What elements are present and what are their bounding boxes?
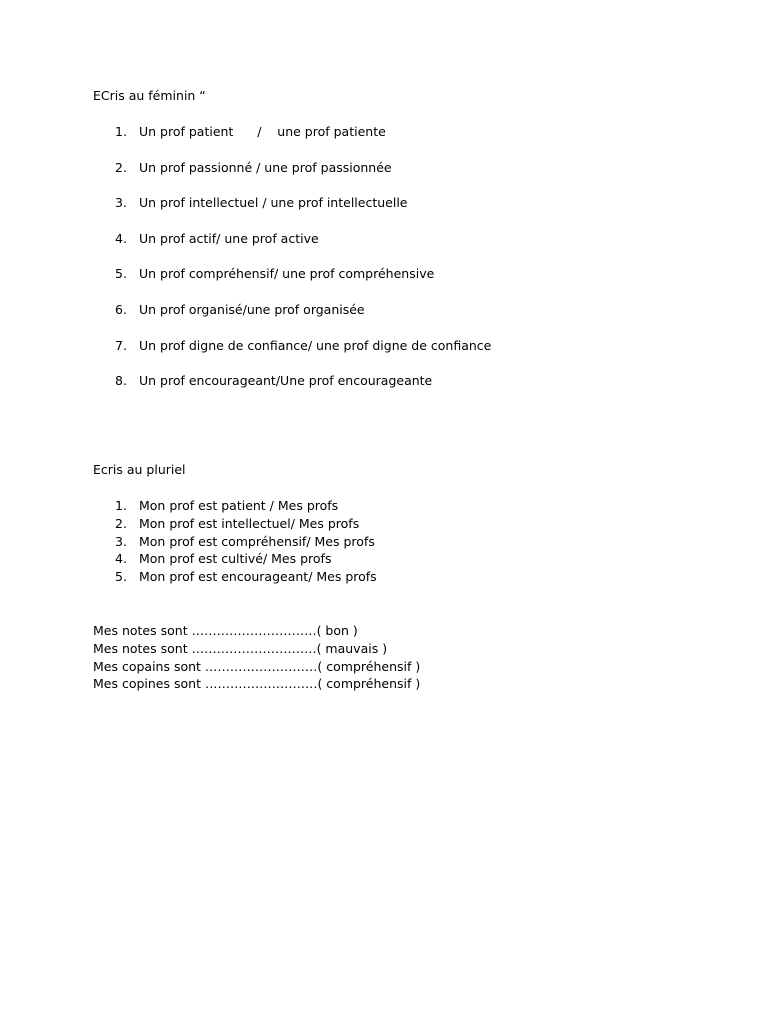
item-text: Mon prof est compréhensif/ Mes profs [139, 533, 375, 549]
item-number: 2. [115, 159, 127, 175]
item-number: 6. [115, 301, 127, 317]
item-text: Un prof encourageant/Une prof encourageante [139, 373, 433, 389]
item-number: 4. [115, 230, 127, 246]
item-number: 3. [115, 533, 127, 549]
item-text: Un prof patient / une prof patiente [139, 124, 386, 139]
item-text: Un prof intellectuel / une prof intellectuelle [139, 195, 408, 211]
item-number: 5. [115, 569, 127, 585]
item-text: Mon prof est cultivé/ Mes profs [139, 551, 332, 567]
fill-in-line: Mes notes sont …………………………( mauvais ) [93, 640, 388, 656]
item-number: 4. [115, 551, 127, 567]
item-text: Un prof digne de confiance/ une prof digne de confiance [139, 337, 492, 353]
item-number: 2. [115, 515, 127, 531]
item-number: 8. [115, 373, 127, 389]
section-heading-feminin: ECris au féminin “ [93, 88, 206, 103]
item-text: Mon prof est encourageant/ Mes profs [139, 569, 377, 585]
item-number: 5. [115, 266, 127, 282]
fill-in-line: Mes copains sont ………………………( compréhensif ) [93, 658, 421, 674]
item-text: Un prof compréhensif/ une prof compréhensive [139, 266, 435, 282]
item-text: Mon prof est patient / Mes profs [139, 498, 339, 513]
section-heading-pluriel: Ecris au pluriel [93, 462, 186, 477]
item-text: Un prof passionné / une prof passionnée [139, 159, 392, 175]
item-text: Un prof actif/ une prof active [139, 230, 319, 246]
item-number: 1. [115, 498, 127, 513]
fill-in-line: Mes copines sont ………………………( compréhensif ) [93, 676, 421, 692]
item-text: Mon prof est intellectuel/ Mes profs [139, 515, 360, 531]
item-text: Un prof organisé/une prof organisée [139, 301, 365, 317]
item-number: 3. [115, 195, 127, 211]
item-number: 1. [115, 124, 127, 139]
fill-in-exercise [93, 623, 420, 694]
item-number: 7. [115, 337, 127, 353]
fill-in-line: Mes notes sont …………………………( bon ) [93, 623, 358, 638]
